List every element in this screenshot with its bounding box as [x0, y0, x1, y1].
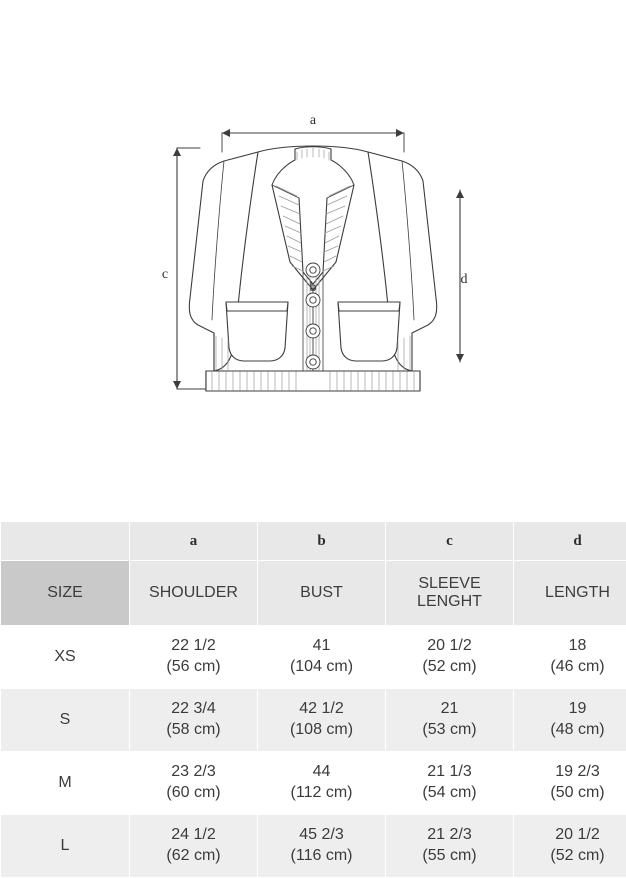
letter-cell-c: c	[386, 522, 514, 561]
table-header-row	[1, 561, 626, 626]
row-length	[514, 752, 626, 815]
value-cm: (50 cm)	[550, 784, 605, 801]
table-row	[1, 626, 626, 689]
value-cm: (53 cm)	[422, 721, 477, 738]
value-cm: (46 cm)	[550, 658, 605, 675]
row-length	[514, 626, 626, 689]
header-bust: BUST	[258, 561, 386, 626]
value-inches: 22 3/4	[171, 700, 216, 718]
value-cm: (62 cm)	[166, 847, 221, 864]
diagram-label-c: c	[161, 267, 169, 282]
value-cm: (60 cm)	[166, 784, 221, 801]
value-inches: 41	[312, 637, 331, 655]
diagram-label-a: a	[309, 113, 317, 128]
value-inches: 18	[568, 637, 587, 655]
value-cm: (48 cm)	[550, 721, 605, 738]
value-inches: 42 1/2	[299, 700, 344, 718]
row-size: M	[1, 752, 130, 815]
row-sleeve	[386, 689, 514, 752]
value-inches: 20 1/2	[555, 826, 600, 844]
diagram-label-b: b	[309, 280, 317, 295]
row-size: XS	[1, 626, 130, 689]
bottom-hem	[206, 371, 420, 391]
value-inches: 19 2/3	[555, 763, 600, 781]
row-size: S	[1, 689, 130, 752]
row-bust	[258, 626, 386, 689]
value-inches: 44	[312, 763, 331, 781]
row-sleeve	[386, 626, 514, 689]
value-cm: (116 cm)	[290, 847, 353, 864]
letter-cell-a: a	[130, 522, 258, 561]
value-cm: (58 cm)	[166, 721, 221, 738]
header-shoulder: SHOULDER	[130, 561, 258, 626]
value-cm: (108 cm)	[289, 721, 354, 738]
row-length	[514, 815, 626, 878]
value-inches: 22 1/2	[171, 637, 216, 655]
size-chart-table	[0, 521, 626, 878]
table-letters-row	[1, 522, 626, 561]
row-size: L	[1, 815, 130, 878]
value-inches: 20 1/2	[427, 637, 472, 655]
value-cm: (52 cm)	[550, 847, 605, 864]
header-sleeve-length: SLEEVE LENGHT	[386, 561, 514, 626]
row-sleeve	[386, 752, 514, 815]
header-size: SIZE	[1, 561, 130, 626]
table-row	[1, 689, 626, 752]
header-length: LENGTH	[514, 561, 626, 626]
value-cm: (52 cm)	[422, 658, 477, 675]
value-cm: (54 cm)	[422, 784, 477, 801]
value-cm: (104 cm)	[289, 658, 354, 675]
row-shoulder	[130, 626, 258, 689]
row-shoulder	[130, 815, 258, 878]
value-inches: 21 2/3	[427, 826, 472, 844]
value-cm: (55 cm)	[422, 847, 477, 864]
value-cm: (56 cm)	[166, 658, 221, 675]
diagram-label-d: d	[460, 272, 468, 287]
row-sleeve	[386, 815, 514, 878]
value-inches: 21 1/3	[427, 763, 472, 781]
value-inches: 24 1/2	[171, 826, 216, 844]
value-cm: (112 cm)	[290, 784, 353, 801]
row-bust	[258, 752, 386, 815]
value-inches: 19	[568, 700, 587, 718]
table-row	[1, 815, 626, 878]
table-row	[1, 752, 626, 815]
value-inches: 23 2/3	[171, 763, 216, 781]
value-inches: 21	[440, 700, 459, 718]
value-inches: 45 2/3	[299, 826, 344, 844]
row-bust	[258, 689, 386, 752]
row-shoulder	[130, 752, 258, 815]
letters-corner-cell	[1, 522, 130, 561]
row-shoulder	[130, 689, 258, 752]
row-bust	[258, 815, 386, 878]
letter-cell-d: d	[514, 522, 626, 561]
row-length	[514, 689, 626, 752]
letter-cell-b: b	[258, 522, 386, 561]
